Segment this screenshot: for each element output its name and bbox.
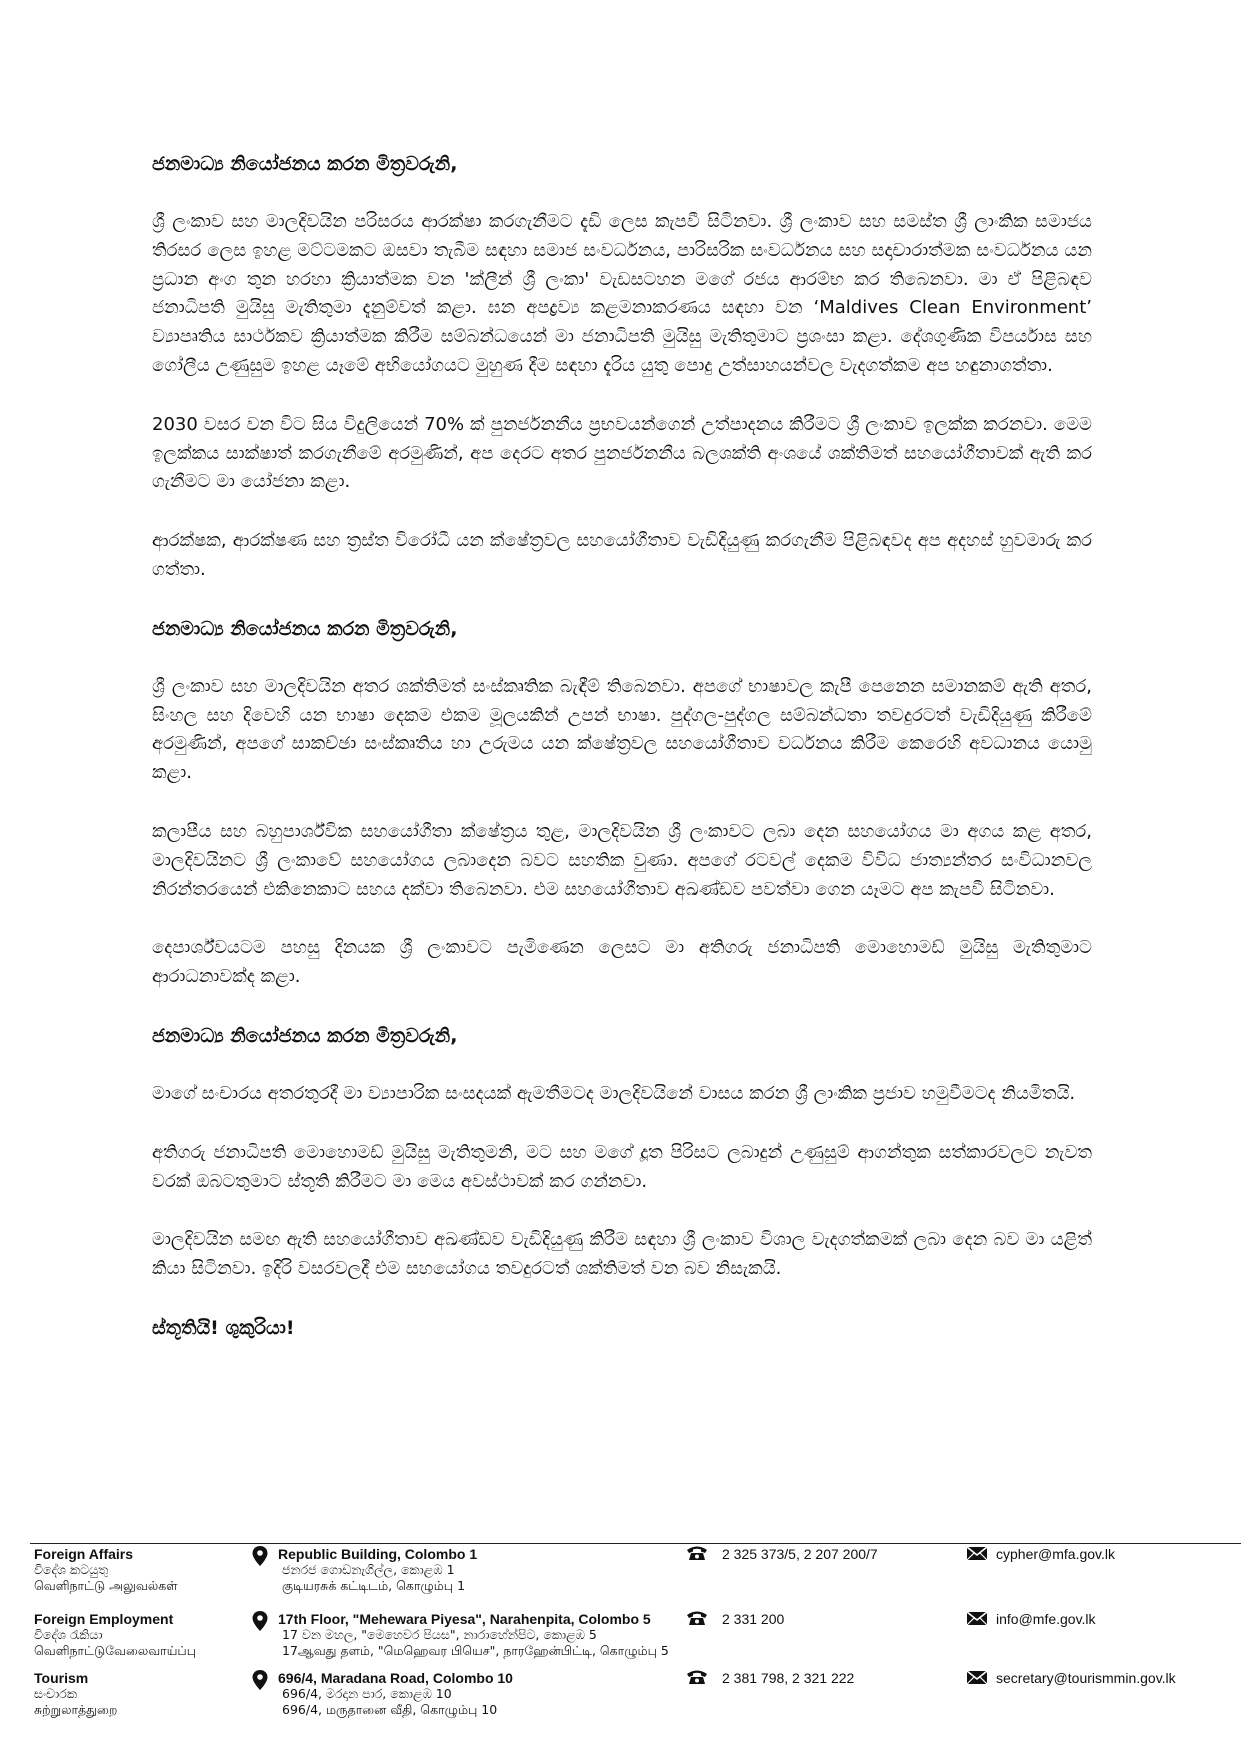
- department-name-en: Foreign Affairs: [34, 1546, 134, 1562]
- department: [34, 1670, 244, 1718]
- address-ta: 696/4, மருதானை வீதி, கொழும்பு 10: [282, 1702, 498, 1717]
- address: [278, 1546, 748, 1594]
- address-en: 17th Floor, "Mehewara Piyesa", Narahenpita, Colombo 5: [278, 1611, 651, 1627]
- footer-divider: [30, 1543, 1241, 1544]
- phone: [722, 1670, 854, 1686]
- footer-row-foreign-employment: [34, 1611, 1214, 1673]
- paragraph: මාගේ සංචාරය අතරතුරදී මා ව්‍යාපාරික සංසදයක් ඇමතීමටද මාලදිවයිනේ වාසය කරන ශ්‍රී ලාංකික ප්‍රජාව හමුවීමටද නියමිතයි.: [152, 1082, 1076, 1104]
- paragraph: කලාපීය සහ බහුපාර්ශ්වික සහයෝගීතා ක්ෂේත්‍රය තුළ, මාලදිවයින ශ්‍රී ලංකාවට ලබා දෙන සහයෝගය මා අගය කළ අතර, මාලදිවයිනට ශ්‍රී ලංකාවේ සහයෝගය ලබාදෙන බවට සහතික වුණා. අපගේ රටවල් දෙකම විවිධ ජාත්‍යන්තර සංවිධානවල නිරන්තරයෙන් එකිනෙකාට සහය දක්වා තිබෙනවා. එම සහයෝගීතාව අඛණ්ඩව පවත්වා ගෙන යෑමට අප කැපවී සිටිනවා.: [152, 820, 1092, 900]
- telephone-icon: [686, 1610, 708, 1626]
- address-si: 17 වන මහල, "මෙහෙවර පියස", නාරාහේන්පිට, කොළඹ 5: [282, 1627, 597, 1642]
- footer: [34, 1546, 1214, 1746]
- address-si: 696/4, මරදාන පාර, කොළඹ 10: [282, 1686, 452, 1701]
- envelope-icon: [966, 1546, 988, 1561]
- closing: ස්තූතියි! ශුකුරියා!: [152, 1316, 295, 1339]
- address: [278, 1670, 748, 1718]
- map-pin-icon: [252, 1546, 268, 1566]
- department-name-en: Tourism: [34, 1670, 89, 1686]
- telephone-icon: [686, 1545, 708, 1561]
- department: [34, 1611, 244, 1659]
- email: [996, 1546, 1115, 1562]
- department-name-si: සංචාරක: [34, 1686, 77, 1701]
- address-en: 696/4, Maradana Road, Colombo 10: [278, 1670, 513, 1686]
- salutation: ජනමාධ්‍ය නියෝජනය කරන මිත්‍රවරුනි,: [152, 153, 458, 175]
- email-address[interactable]: secretary@tourismmin.gov.lk: [996, 1670, 1176, 1686]
- phone-number: 2 331 200: [722, 1611, 785, 1627]
- phone: [722, 1546, 878, 1562]
- department-name-si: විදේශ කටයුතු: [34, 1562, 109, 1577]
- paragraph: අතිගරු ජනාධිපති මොහොමඩ් මුයිසු මැතිතුමනි, මට සහ මගේ දූත පිරිසට ලබාදුන් උණුසුම් ආගන්තුක සත්කාරවලට නැවත වරක් ඔබටතුමාට ස්තූති කිරීමට මා මෙය අවස්ථාවක් කර ගන්නවා.: [152, 1141, 1092, 1192]
- paragraph: දෙපාර්ශ්වයටම පහසු දිනයක ශ්‍රී ලංකාවට පැමිණෙන ලෙසට මා අතිගරු ජනාධිපති මොහොමඩ් මුයිසු මැතිතුමාට ආරාධනාවක්ද කළා.: [152, 937, 1092, 988]
- phone: [722, 1611, 784, 1627]
- paragraph: මාලදිවයින සමඟ ඇති සහයෝගීතාව අඛණ්ඩව වැඩිදියුණු කිරීම සඳහා ශ්‍රී ලංකාව විශාල වැදගත්කමක් ලබා දෙන බව මා යළිත් කියා සිටිනවා. ඉදිරි වසරවලදී එම සහයෝගය තවදුරටත් ශක්තිමත් වන බව නිසැකයි.: [152, 1229, 1092, 1280]
- department-name-ta: வெளிநாட்டு அலுவல்கள்: [34, 1578, 178, 1593]
- email: [996, 1670, 1176, 1686]
- email-address[interactable]: info@mfe.gov.lk: [996, 1611, 1096, 1627]
- department-name-en: Foreign Employment: [34, 1611, 174, 1627]
- department-name-ta: வெளிநாட்டுவேலைவாய்ப்பு: [34, 1643, 197, 1658]
- salutation: ජනමාධ්‍ය නියෝජනය කරන මිත්‍රවරුනි,: [152, 1024, 458, 1047]
- document-body: [152, 150, 1092, 1372]
- department: [34, 1546, 244, 1594]
- map-pin-icon: [252, 1611, 268, 1631]
- email: [996, 1611, 1096, 1627]
- department-name-ta: சுற்றுலாத்துறை: [34, 1702, 118, 1717]
- paragraph: ශ්‍රී ලංකාව සහ මාලදිවයින පරිසරය ආරක්ෂා කරගැනීමට දැඩි ලෙස කැපවී සිටිනවා. ශ්‍රී ලංකාව සහ සමස්ත ශ්‍රී ලාංකික සමාජය තිරසර ලෙස ඉහළ මට්ටමකට ඔසවා තැබීම සඳහා සමාජ සංවර්ධනය, පාරිසරික සංවර්ධනය සහ සදාචාරාත්මක සංවර්ධනය යන ප්‍රධාන අංග තුන හරහා ක්‍රියාත්මක වන 'ක්ලීන් ශ්‍රී ලංකා' වැඩසටහන මගේ රජය ආරම්භ කර තිබෙනවා. මා ඒ පිළිබඳව ජනාධිපති මුයිසු මැතිතුමා දැනුම්වත් කළා. ඝන අපද්‍රව්‍ය කළමනාකරණය සඳහා වන ‘Maldives Clean Environment’ ව්‍යාපෘතිය සාර්ථකව ක්‍රියාත්මක කිරීම සම්බන්ධයෙන් මා ජනාධිපති මුයිසු මැතිතුමාට ප්‍රශංසා කළා. දේශගුණික විපර්යාස සහ ගෝලීය උණුසුම ඉහළ යෑමේ අභියෝගයට මුහුණ දීම සඳහා දැරිය යුතු පොදු උත්සාහයන්වල වැදගත්කම අප හඳුනාගත්තා.: [152, 211, 1092, 376]
- telephone-icon: [686, 1669, 708, 1685]
- department-name-si: විදේශ රැකියා: [34, 1627, 103, 1642]
- envelope-icon: [966, 1611, 988, 1626]
- salutation: ජනමාධ්‍ය නියෝජනය කරන මිත්‍රවරුනි,: [152, 617, 458, 640]
- address-en: Republic Building, Colombo 1: [278, 1546, 478, 1562]
- address-si: ජනරජ ගොඩනැගිල්ල, කොළඹ 1: [282, 1562, 455, 1577]
- address-ta: குடியரசுக் கட்டிடம், கொழும்பு 1: [282, 1578, 466, 1593]
- address-ta: 17ஆவது தளம், "மெஹெவர பியெச", நாரஹேன்பிட்டி, கொழும்பு 5: [282, 1643, 669, 1658]
- map-pin-icon: [252, 1670, 268, 1690]
- address: [278, 1611, 748, 1659]
- paragraph: ශ්‍රී ලංකාව සහ මාලදිවයින අතර ශක්තිමත් සංස්කෘතික බැඳීම් තිබෙනවා. අපගේ භාෂාවල කැපී පෙනෙන සමානකම් ඇති අතර, සිංහල සහ දිවෙහි යන භාෂා දෙකම එකම මූලයකින් උපන් භාෂා. පුද්ගල-පුද්ගල සම්බන්ධතා තවදුරටත් වැඩිදියුණු කිරීමේ අරමුණින්, අපගේ සාකච්ඡා සංස්කෘතිය හා උරුමය යන ක්ෂේත්‍රවල සහයෝගීතාව වර්ධනය කිරීම කෙරෙහි අවධානය යොමු කළා.: [152, 675, 1092, 784]
- email-address[interactable]: cypher@mfa.gov.lk: [996, 1546, 1115, 1562]
- footer-row-tourism: [34, 1670, 1214, 1732]
- paragraph: 2030 වසර වන විට සිය විදුලියෙන් 70% ක් පුනර්ජනනීය ප්‍රභවයන්ගෙන් උත්පාදනය කිරීමට ශ්‍රී ලංකාව ඉලක්ක කරනවා. මෙම ඉලක්කය සාක්ෂාත් කරගැනීමේ අරමුණින්, අප දෙරට අතර පුනර්ජනනීය බලශක්ති අංශයේ ශක්තිමත් සහයෝගීතාවක් ඇති කර ගැනීමට මා යෝජනා කළා.: [152, 413, 1092, 493]
- footer-row-foreign-affairs: [34, 1546, 1214, 1608]
- phone-number: 2 381 798, 2 321 222: [722, 1670, 855, 1686]
- paragraph: ආරක්ෂක, ආරක්ෂණ සහ ත්‍රස්ත විරෝධී යන ක්ෂේත්‍රවල සහයෝගීතාව වැඩිදියුණු කරගැනීම පිළිබඳවද අප අදහස් හුවමාරු කර ගත්තා.: [152, 530, 1092, 580]
- envelope-icon: [966, 1670, 988, 1685]
- phone-number: 2 325 373/5, 2 207 200/7: [722, 1546, 878, 1562]
